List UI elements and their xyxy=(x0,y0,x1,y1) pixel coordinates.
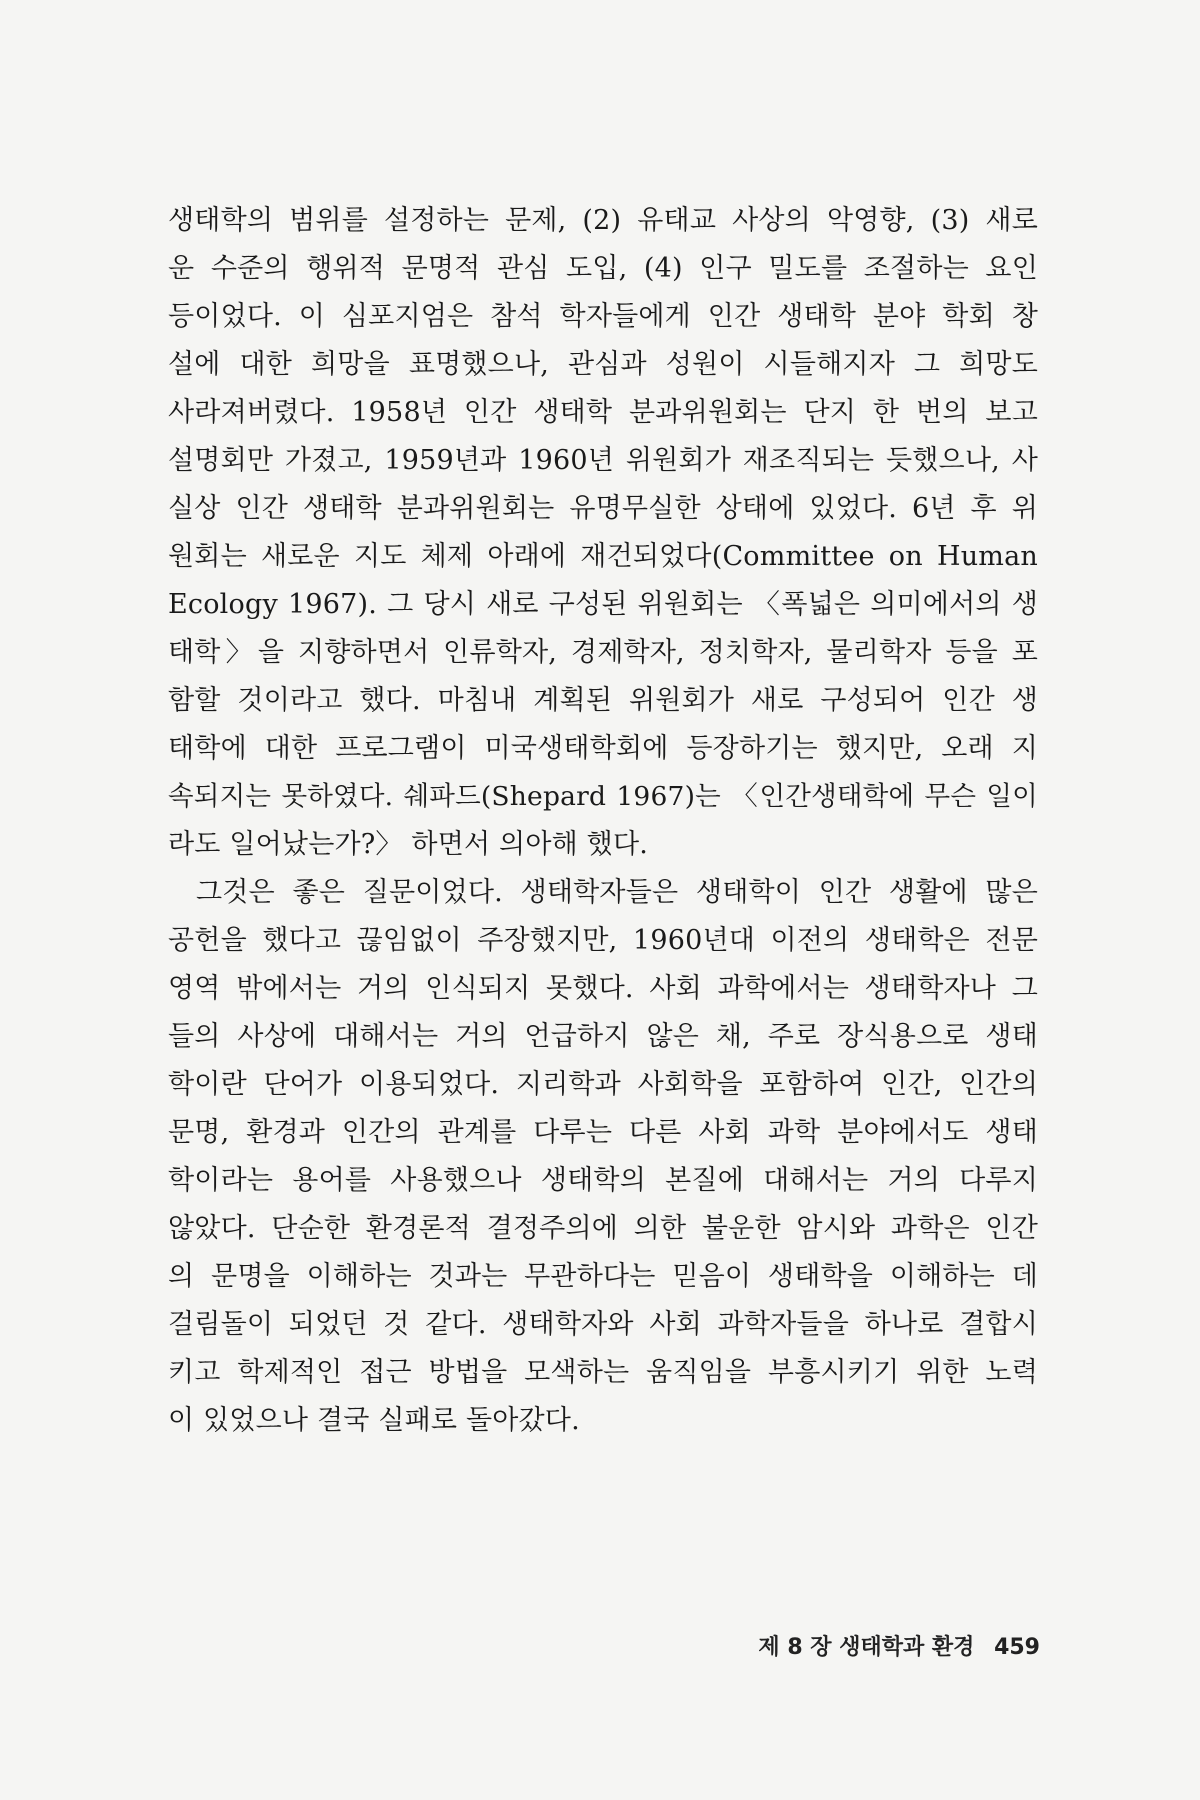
text-line: 들의 사상에 대해서는 거의 언급하지 않은 채, 주로 장식용으로 생태 xyxy=(168,1021,1038,1052)
text-line: 속되지는 못하였다. 쉐파드(Shepard 1967)는 〈인간생태학에 무슨 일이 xyxy=(168,781,1038,812)
paragraph-1 xyxy=(168,197,1038,869)
text-line: 학이란 단어가 이용되었다. 지리학과 사회학을 포함하여 인간, 인간의 xyxy=(168,1069,1038,1100)
text-line: Ecology 1967). 그 당시 새로 구성된 위원회는 〈폭넓은 의미에서의 생 xyxy=(168,589,1038,620)
running-footer-chapter: 제 8 장 생태학과 환경 xyxy=(758,1635,975,1660)
text-line: 설명회만 가졌고, 1959년과 1960년 위원회가 재조직되는 듯했으나, 사 xyxy=(168,445,1038,476)
text-line: 함할 것이라고 했다. 마침내 계획된 위원회가 새로 구성되어 인간 생 xyxy=(168,685,1038,716)
text-line: 영역 밖에서는 거의 인식되지 못했다. 사회 과학에서는 생태학자나 그 xyxy=(168,973,1038,1004)
text-line: 걸림돌이 되었던 것 같다. 생태학자와 사회 과학자들을 하나로 결합시 xyxy=(168,1309,1038,1340)
text-line: 않았다. 단순한 환경론적 결정주의에 의한 불운한 암시와 과학은 인간 xyxy=(168,1213,1038,1244)
text-line: 학이라는 용어를 사용했으나 생태학의 본질에 대해서는 거의 다루지 xyxy=(168,1165,1038,1196)
text-line: 그것은 좋은 질문이었다. 생태학자들은 생태학이 인간 생활에 많은 xyxy=(196,877,1038,908)
text-line: 공헌을 했다고 끊임없이 주장했지만, 1960년대 이전의 생태학은 전문 xyxy=(168,925,1038,956)
text-line: 실상 인간 생태학 분과위원회는 유명무실한 상태에 있었다. 6년 후 위 xyxy=(168,493,1038,524)
text-line: 설에 대한 희망을 표명했으나, 관심과 성원이 시들해지자 그 희망도 xyxy=(168,349,1038,380)
text-line: 라도 일어났는가?〉 하면서 의아해 했다. xyxy=(168,829,649,860)
text-line: 태학〉을 지향하면서 인류학자, 경제학자, 정치학자, 물리학자 등을 포 xyxy=(168,637,1038,668)
body-text xyxy=(168,197,1038,1445)
paragraph-2 xyxy=(168,869,1038,1445)
text-line: 생태학의 범위를 설정하는 문제, (2) 유태교 사상의 악영향, (3) 새로 xyxy=(168,205,1038,236)
text-line: 키고 학제적인 접근 방법을 모색하는 움직임을 부흥시키기 위한 노력 xyxy=(168,1357,1038,1388)
page-footer xyxy=(758,1630,1040,1661)
text-line: 의 문명을 이해하는 것과는 무관하다는 믿음이 생태학을 이해하는 데 xyxy=(168,1261,1038,1292)
text-line: 이 있었으나 결국 실패로 돌아갔다. xyxy=(168,1405,580,1436)
page-number: 459 xyxy=(994,1635,1040,1660)
text-line: 등이었다. 이 심포지엄은 참석 학자들에게 인간 생태학 분야 학회 창 xyxy=(168,301,1038,332)
text-line: 사라져버렸다. 1958년 인간 생태학 분과위원회는 단지 한 번의 보고 xyxy=(168,397,1038,428)
text-line: 태학에 대한 프로그램이 미국생태학회에 등장하기는 했지만, 오래 지 xyxy=(168,733,1038,764)
text-line: 운 수준의 행위적 문명적 관심 도입, (4) 인구 밀도를 조절하는 요인 xyxy=(168,253,1038,284)
text-line: 원회는 새로운 지도 체제 아래에 재건되었다(Committee on Human xyxy=(168,541,1038,572)
text-line: 문명, 환경과 인간의 관계를 다루는 다른 사회 과학 분야에서도 생태 xyxy=(168,1117,1038,1148)
